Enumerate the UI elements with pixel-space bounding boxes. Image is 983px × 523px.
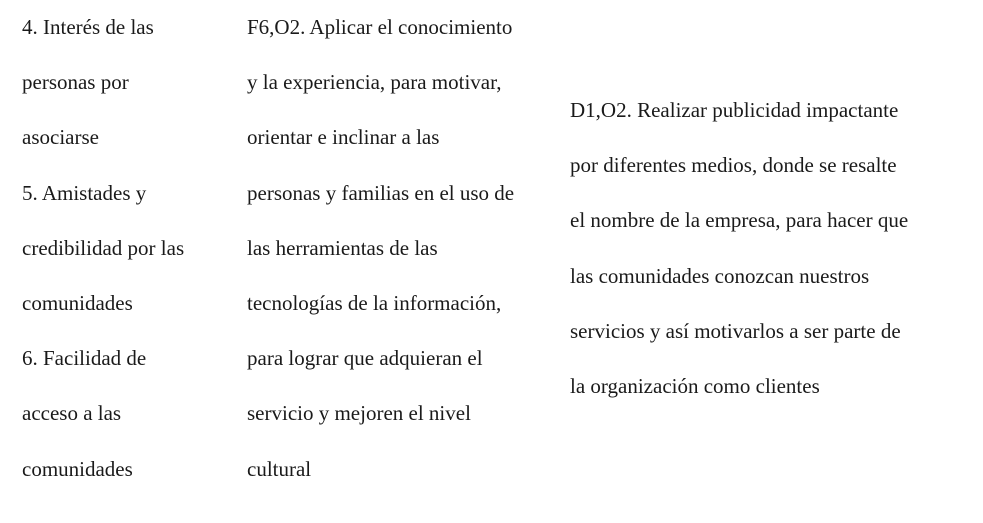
text-line: 4. Interés de las <box>22 15 154 39</box>
text-line: credibilidad por las <box>22 235 185 260</box>
text-line: servicios y así motivarlos a ser parte de <box>570 318 901 343</box>
text-line: para lograr que adquieran el <box>247 346 483 371</box>
text-line: orientar e inclinar a las <box>247 125 440 150</box>
text-line: el nombre de la empresa, para hacer que <box>570 208 909 233</box>
text-line: acceso a las <box>22 401 122 426</box>
text-line: y la experiencia, para motivar, <box>247 70 502 95</box>
text-line: comunidades <box>22 456 133 481</box>
text-line: por diferentes medios, donde se resalte <box>570 153 897 178</box>
text-line: comunidades <box>22 290 133 315</box>
text-line: las comunidades conozcan nuestros <box>570 263 870 288</box>
strengths-column <box>22 0 242 497</box>
text-line: cultural <box>247 456 312 481</box>
text-line: F6,O2. Aplicar el conocimiento <box>247 15 513 39</box>
text-line: asociarse <box>22 125 99 150</box>
text-line: la organización como clientes <box>570 373 820 398</box>
text-line: 6. Facilidad de <box>22 346 147 371</box>
text-line: 5. Amistades y <box>22 180 147 205</box>
text-line: servicio y mejoren el nivel <box>247 401 471 426</box>
text-line: personas y familias en el uso de <box>247 180 515 205</box>
text-line: las herramientas de las <box>247 235 438 260</box>
text-line: tecnologías de la información, <box>247 290 502 315</box>
text-line: D1,O2. Realizar publicidad impactante <box>570 98 899 122</box>
fo-strategy-column <box>247 0 567 497</box>
text-line: personas por <box>22 70 129 95</box>
do-strategy-column <box>570 83 975 414</box>
